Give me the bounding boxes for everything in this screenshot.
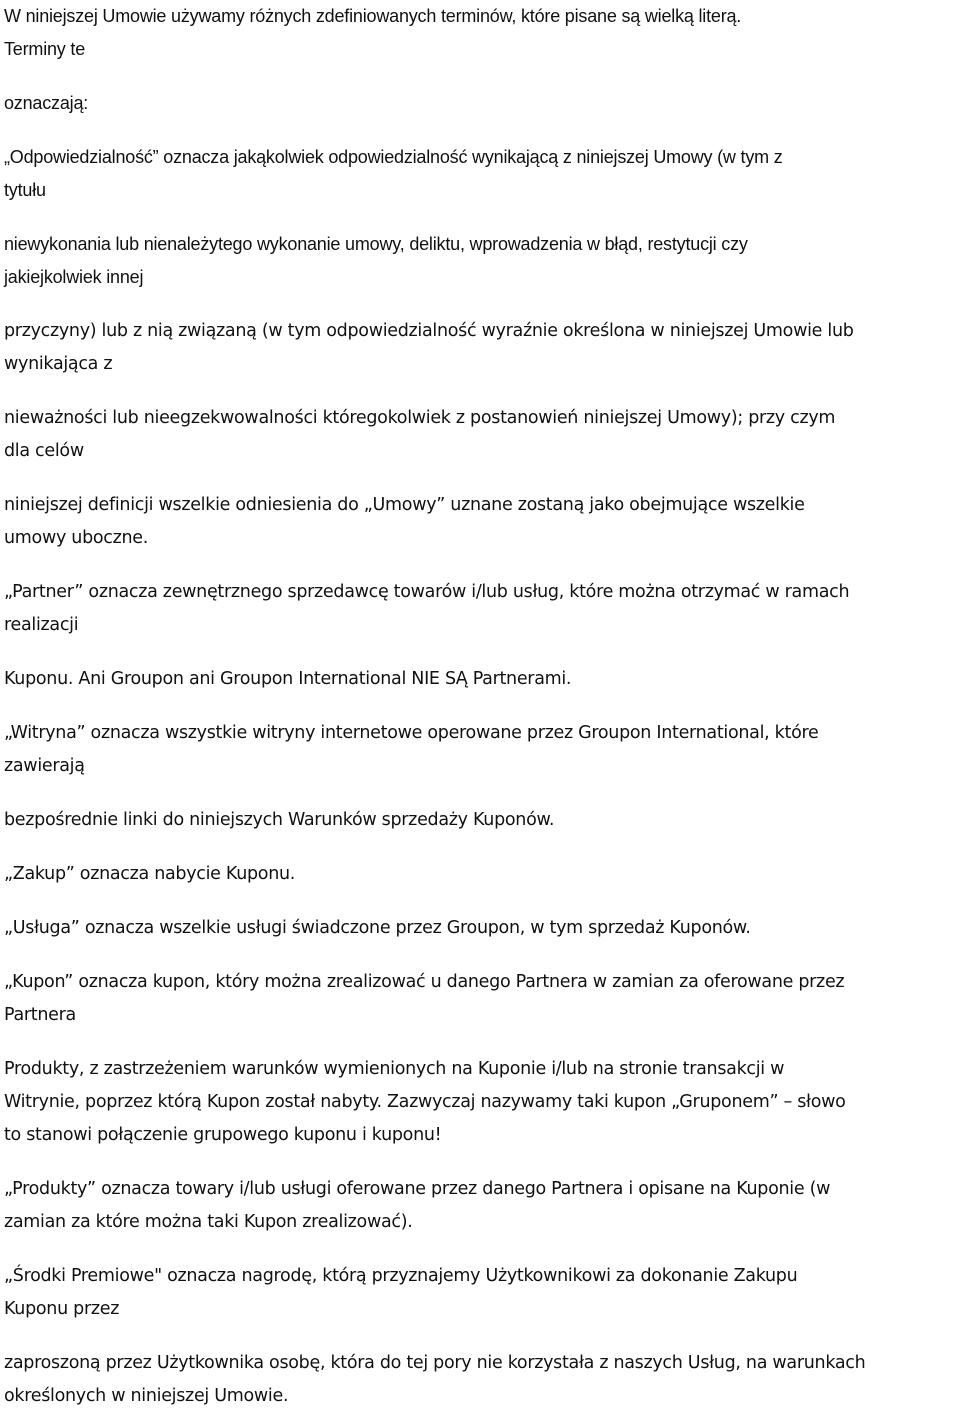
text-line: „Partner” oznacza zewnętrznego sprzedawcę towarów i/lub usług, które można otrzymać w ramach <box>4 582 850 602</box>
text-line: umowy uboczne. <box>4 528 149 548</box>
text-line: określonych w niniejszej Umowie. <box>4 1386 289 1406</box>
text-line: niniejszej definicji wszelkie odniesienia do „Umowy” uznane zostaną jako obejmujące wszelkie <box>4 495 805 515</box>
text-line: „Witryna” oznacza wszystkie witryny internetowe operowane przez Groupon International, które <box>4 723 819 743</box>
text-line: niewykonania lub nienależytego wykonanie umowy, deliktu, wprowadzenia w błąd, restytucji czy <box>4 234 748 254</box>
text-line: nieważności lub nieegzekwowalności któregokolwiek z postanowień niniejszej Umowy); przy czym <box>4 408 836 428</box>
text-line: Kuponu. Ani Groupon ani Groupon International NIE SĄ Partnerami. <box>4 669 572 689</box>
text-line: zamian za które można taki Kupon zrealizować). <box>4 1212 413 1232</box>
text-line: W niniejszej Umowie używamy różnych zdefiniowanych terminów, które pisane są wielką literą. <box>4 6 742 26</box>
text-line: Partnera <box>4 1005 76 1025</box>
text-line: „Usługa” oznacza wszelkie usługi świadczone przez Groupon, w tym sprzedaż Kuponów. <box>4 918 751 938</box>
text-line: Witrynie, poprzez którą Kupon został nabyty. Zazwyczaj nazywamy taki kupon „Gruponem” – słowo <box>4 1092 846 1112</box>
text-line: Terminy te <box>4 39 86 59</box>
text-line: zaproszoną przez Użytkownika osobę, która do tej pory nie korzystała z naszych Usług, na warunkach <box>4 1353 866 1373</box>
text-line: dla celów <box>4 441 84 461</box>
text-line: „Odpowiedzialność” oznacza jakąkolwiek odpowiedzialność wynikającą z niniejszej Umowy (w tym z <box>4 147 783 167</box>
text-line: zawierają <box>4 756 85 776</box>
text-line: „Zakup” oznacza nabycie Kuponu. <box>4 864 296 884</box>
text-line: „Produkty” oznacza towary i/lub usługi oferowane przez danego Partnera i opisane na Kuponie (w <box>4 1179 831 1199</box>
text-line: przyczyny) lub z nią związaną (w tym odpowiedzialność wyraźnie określona w niniejszej Umowie lub <box>4 321 854 341</box>
text-line: wynikająca z <box>4 354 113 374</box>
text-line: „Środki Premiowe" oznacza nagrodę, którą przyznajemy Użytkownikowi za dokonanie Zakupu <box>4 1266 798 1286</box>
text-line: to stanowi połączenie grupowego kuponu i kuponu! <box>4 1125 442 1145</box>
text-line: tytułu <box>4 180 46 200</box>
text-line: Kuponu przez <box>4 1299 120 1319</box>
text-line: Produkty, z zastrzeżeniem warunków wymienionych na Kuponie i/lub na stronie transakcji w <box>4 1059 785 1079</box>
text-line: oznaczają: <box>4 93 89 113</box>
text-line: jakiejkolwiek innej <box>4 267 144 287</box>
text-line: realizacji <box>4 615 79 635</box>
text-line: „Kupon” oznacza kupon, który można zrealizować u danego Partnera w zamian za oferowane przez <box>4 972 845 992</box>
document-body <box>4 0 960 1413</box>
text-line: bezpośrednie linki do niniejszych Warunków sprzedaży Kuponów. <box>4 810 555 830</box>
